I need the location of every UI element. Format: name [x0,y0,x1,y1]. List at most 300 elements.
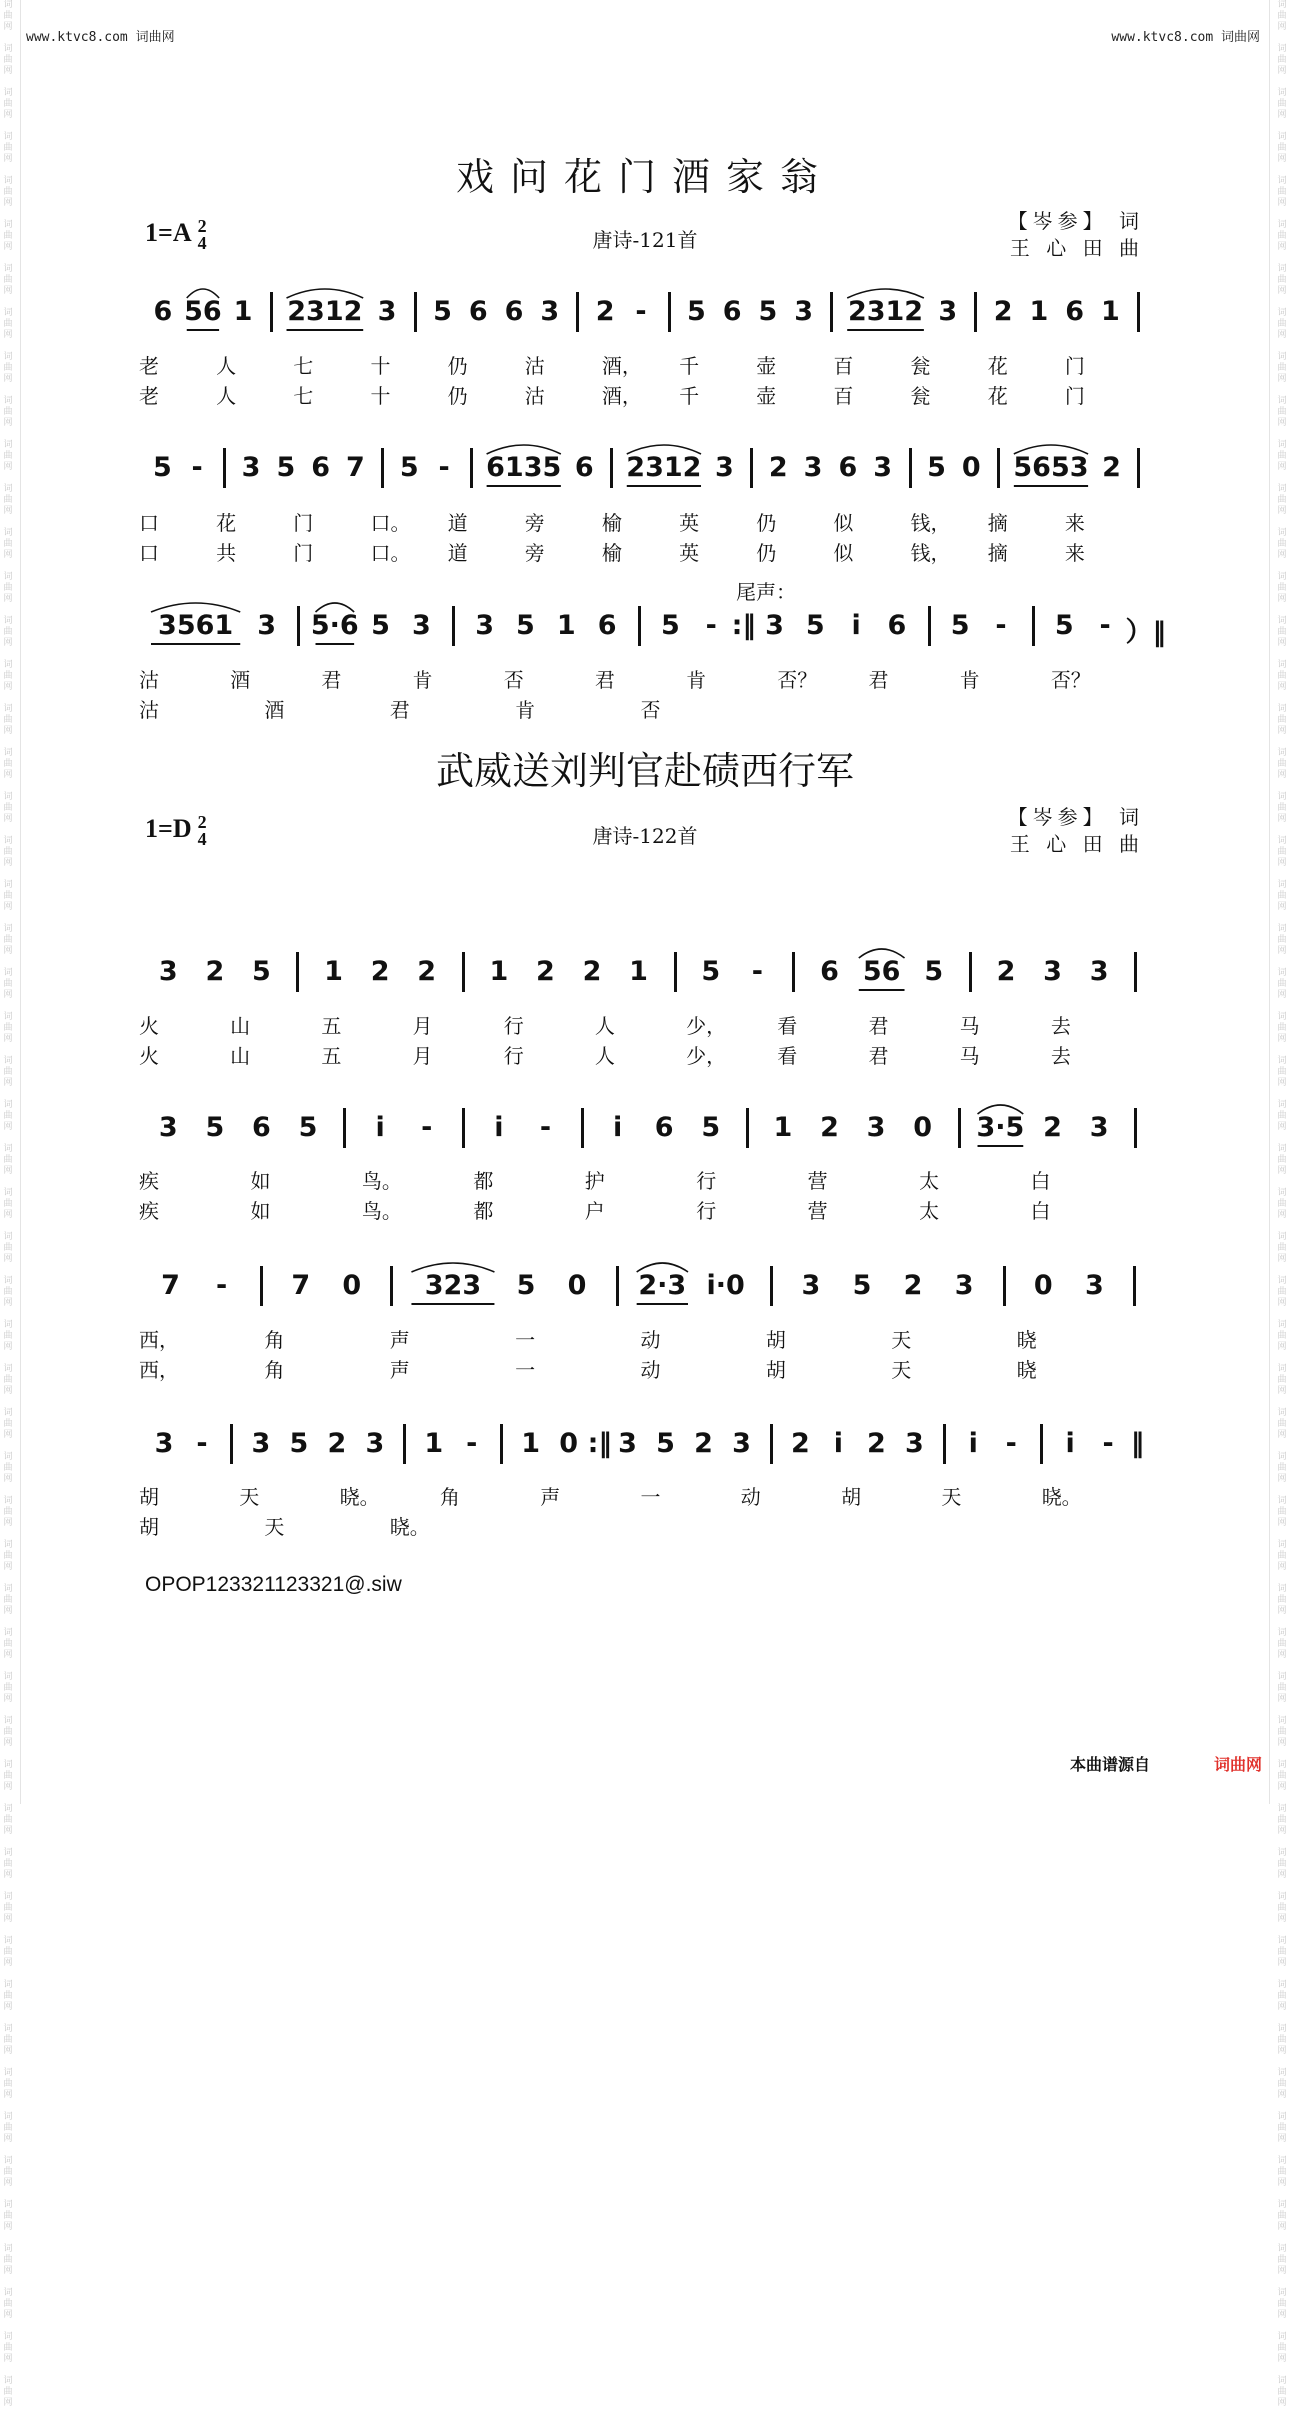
lyric-syllable: 一 [515,1358,536,1382]
lyric-syllable: 看 [777,1044,798,1068]
note: 5 [1054,610,1074,641]
barline [1137,448,1140,488]
lyric-syllable: 月 [412,1044,433,1068]
lyric-syllable: 看 [777,1014,798,1038]
note: - [196,1428,208,1459]
note: 2 [536,956,555,987]
lyric-syllable: 西， [139,1328,179,1352]
barline [638,606,641,646]
note: 5 [660,610,680,641]
lyric-syllable: 马 [959,1014,980,1038]
note: 3 [1089,1112,1109,1143]
note: 1 [629,956,648,987]
barline [230,1424,233,1464]
note: 5 [686,296,706,327]
lyric-syllable: 君 [868,1014,889,1038]
note: 2 [866,1428,886,1459]
note: 5 [289,1428,309,1459]
barline [830,292,833,332]
note: 6 [311,452,331,483]
lyric-syllable: 山 [230,1014,251,1038]
note: 3 [904,1428,924,1459]
lyric-syllable: 榆 [601,541,622,565]
lyric-syllable: 胡 [139,1485,159,1509]
lyric-syllable: 行 [503,1044,524,1068]
lyric-syllable: 胡 [841,1485,862,1509]
lyric-syllable: 动 [640,1358,661,1382]
note: - [421,1112,433,1143]
lyric-syllable: 晓 [1016,1328,1037,1352]
lyric-syllable: 壶 [756,354,777,378]
note: 0 [1033,1270,1053,1301]
lyric-syllable: 角 [439,1485,460,1509]
lyric-syllable: 沽 [139,698,159,722]
note: 2·3 [638,1270,687,1301]
barline [792,952,795,992]
right-watermark-strip: 词 曲 网 词 曲 网 词 曲 网 词 曲 网 词 曲 网 词 曲 网 词 曲 网 词 曲 网 词 曲 网 词 曲 网 词 曲 网 词 曲 网 词 曲 网 词 曲 网 词 曲 网 词 曲 网 词 曲 网 词 曲 网 词 曲 网 词 曲 网 词 曲 网 词 曲 网 词 曲 网 词 曲 网 词 曲 网 词 曲 网 词 曲 网 词 曲 网 词 曲 网 词 曲 网 词 曲 网 词 曲 网 词 曲 网 词 曲 网 词 曲 网 词 曲 网 词 曲 网 词 曲 网 词 曲 网 词 曲 网 词 曲 网 词 曲 网 词 曲 网 词 曲 网 词 曲 网 词 曲 网 词 曲 网 词 曲 网 词 曲 网 词 曲 网 词 曲 网 词 曲 网 词 曲 网 词 曲 网 词 曲 网 [1277,0,1287,2408]
note: 6135 [486,452,562,483]
lyric-syllable: 酒 [230,668,251,692]
lyric-syllable: 如 [250,1199,271,1223]
note: 5 [927,452,946,483]
note: 0 [567,1270,587,1301]
lyric-syllable: 口 [139,511,159,535]
lyric-syllable: 胡 [765,1328,786,1352]
lyric-syllable: 仍 [756,511,777,535]
lyric-syllable: 疾 [139,1169,159,1193]
lyric-syllable: 胡 [139,1515,159,1539]
note: 2312 [287,296,363,327]
barline [381,448,384,488]
note: 56 [184,296,222,327]
lyric-syllable: 去 [1050,1014,1071,1038]
barline [770,1424,773,1464]
song2-key: 1=D [145,814,192,843]
note: 6 [504,296,524,327]
note: 2 [768,452,788,483]
lyric-syllable: 花 [987,384,1008,408]
note: 0 [342,1270,362,1301]
lyric-syllable: 仍 [756,541,777,565]
note: i [494,1112,504,1143]
lyric-syllable: 马 [959,1044,980,1068]
footer-brand-logo[interactable]: 词曲网 [1213,1755,1262,1774]
lyric-syllable: 摘 [987,511,1008,535]
lyric-syllable: 口。 [370,511,411,535]
note: 6 [820,956,839,987]
note: 1 [324,956,343,987]
lyric-syllable: 来 [1064,511,1085,535]
note: 1 [1101,296,1120,327]
note: 3 [794,296,814,327]
repeat-barline: ）‖ [1125,617,1167,648]
lyric-syllable: 君 [389,698,410,722]
lyric-syllable: 声 [540,1485,561,1509]
note: 5 [852,1270,872,1301]
barline [616,1266,619,1306]
note: 5·6 [310,610,359,641]
note: 5653 [1013,452,1089,483]
note: 0 [961,452,981,483]
note: 3 [714,452,734,483]
note: 3 [158,1112,178,1143]
repeat-barline: :‖ [731,610,756,641]
lyric-syllable: 动 [640,1328,661,1352]
time-top: 2 [197,216,207,237]
repeat-barline: :‖ [587,1428,612,1459]
barline [297,606,300,646]
lyric-syllable: 门 [293,541,314,565]
barline [270,292,273,332]
lyric-syllable: 似 [833,541,854,565]
barline [414,292,417,332]
lyric-syllable: 英 [679,541,700,565]
lyric-syllable: 道 [447,511,468,535]
barline [943,1424,946,1464]
lyric-syllable: 护 [584,1169,605,1193]
barline [1133,1266,1136,1306]
barline [1040,1424,1043,1464]
song1-title: 戏问花门酒家翁 [455,155,834,199]
lyric-syllable: 钱， [910,541,951,565]
note: 3 [154,1428,174,1459]
song1-composer: 王 心 田 曲 [1009,236,1144,260]
note: - [466,1428,478,1459]
lyric-syllable: 疾 [139,1199,159,1223]
note: i [1065,1428,1075,1459]
note: 3 [873,452,893,483]
note: 3 [866,1112,886,1143]
note: 56 [862,956,901,987]
note: i [851,610,861,641]
lyric-syllable: 否 [503,668,524,692]
lyric-syllable: 少， [686,1044,727,1068]
lyric-syllable: 沽 [139,668,159,692]
song1-subtitle: 唐诗-121首 [592,228,698,252]
lyric-syllable: 行 [696,1199,717,1223]
barline [1032,606,1035,646]
right-margin-line [1269,0,1270,1804]
lyric-syllable: 英 [679,511,700,535]
barline [1003,1266,1006,1306]
lyric-syllable: 人 [216,384,237,408]
barline [462,1108,465,1148]
note: 5 [152,452,172,483]
barline [770,1266,773,1306]
note: 2 [993,296,1013,327]
note: - [635,296,647,327]
lyric-syllable: 花 [987,354,1008,378]
barline [343,1108,346,1148]
lyric-syllable: 肯 [412,668,433,692]
barline [746,1108,749,1148]
note: 2 [820,1112,839,1143]
note: 5 [205,1112,225,1143]
lyric-syllable: 天 [891,1328,912,1352]
repeat-barline: ‖ [1130,1428,1145,1459]
lyric-syllable: 旁 [524,511,545,535]
note: 3 [954,1270,974,1301]
note: 6 [574,452,594,483]
note: 5 [701,956,721,987]
note: 2 [1102,452,1121,483]
barline [974,292,977,332]
lyric-syllable: 君 [594,668,615,692]
lyric-syllable: 太 [919,1199,940,1223]
note: 2 [903,1270,923,1301]
note: 2 [417,956,437,987]
note: 3 [732,1428,751,1459]
lyric-syllable: 瓮 [910,384,931,408]
song2-lyricist: 【岑参】 词 [1007,805,1144,829]
lyric-syllable: 户 [584,1199,605,1223]
lyric-syllable: 否？ [1050,668,1091,692]
lyric-syllable: 动 [740,1485,761,1509]
note: 5 [516,610,535,641]
note: 5 [371,610,390,641]
note: 3561 [158,610,234,641]
note: i [375,1112,385,1143]
lyric-syllable: 十 [370,354,391,378]
left-margin-line [20,0,21,1804]
note: 3 [801,1270,821,1301]
lyric-syllable: 旁 [524,541,545,565]
lyric-syllable: 老 [139,384,159,408]
lyric-syllable: 酒 [264,698,285,722]
lyric-syllable: 一 [515,1328,536,1352]
note: 7 [346,452,365,483]
lyric-syllable: 行 [696,1169,717,1193]
note: 6 [838,452,858,483]
note: 5 [805,610,825,641]
lyric-syllable: 老 [139,354,159,378]
note: 5 [758,296,778,327]
barline [576,292,579,332]
note: 5 [276,452,296,483]
barline [1137,292,1140,332]
lyric-syllable: 都 [473,1199,494,1223]
note: 3 [1089,956,1109,987]
note: 6 [722,296,742,327]
note: - [539,1112,552,1143]
lyric-syllable: 晓。 [389,1515,430,1539]
lyric-syllable: 都 [473,1169,494,1193]
lyric-syllable: 火 [139,1044,159,1068]
note: 7 [161,1270,180,1301]
song1-lyricist: 【岑参】 词 [1007,209,1144,233]
note: 2 [205,956,225,987]
note: - [1102,1428,1114,1459]
lyric-syllable: 天 [264,1515,285,1539]
song2-subtitle: 唐诗-122首 [592,824,698,848]
lyric-syllable: 声 [389,1328,410,1352]
lyric-syllable: 声 [389,1358,410,1382]
barline [909,448,912,488]
note: 3 [251,1428,271,1459]
barline [581,1108,584,1148]
note: 6 [654,1112,674,1143]
note: 5 [701,1112,721,1143]
note: 2 [582,956,602,987]
lyric-syllable: 千 [679,384,700,408]
note: 3 [765,610,784,641]
lyric-syllable: 钱， [910,511,951,535]
barline [668,292,671,332]
note: 3 [158,956,178,987]
lyric-syllable: 酒， [601,384,642,408]
note: 3 [803,452,823,483]
lyric-syllable: 天 [891,1358,912,1382]
lyric-syllable: 火 [139,1014,159,1038]
note: 3 [377,296,397,327]
barline [1134,952,1137,992]
note: 5 [433,296,452,327]
lyric-syllable: 角 [264,1328,285,1352]
lyric-syllable: 白 [1030,1199,1051,1223]
lyric-syllable: 壶 [756,384,777,408]
lyric-syllable: 一 [640,1485,661,1509]
lyric-syllable: 肯 [515,698,536,722]
lyric-syllable: 少， [686,1014,727,1038]
note: 3 [475,610,495,641]
note: 2312 [626,452,702,483]
lyric-syllable: 否 [640,698,661,722]
lyric-syllable: 似 [833,511,854,535]
note: 5 [950,610,970,641]
barline [1134,1108,1137,1148]
barline [452,606,455,646]
source-note: 本曲谱源自 [1069,1755,1150,1774]
lyric-syllable: 千 [679,354,700,378]
note: 3 [1043,956,1062,987]
note: 2 [694,1428,713,1459]
site-url-left[interactable]: www.ktvc8.com 词曲网 [26,30,175,45]
note: 1 [521,1428,541,1459]
lyric-syllable: 榆 [601,511,622,535]
note: 3 [618,1428,637,1459]
lyric-syllable: 花 [216,511,237,535]
lyric-syllable: 君 [868,668,889,692]
note: 2 [996,956,1016,987]
note: 3·5 [976,1112,1025,1143]
note: 1 [424,1428,444,1459]
lyric-syllable: 人 [216,354,237,378]
note: 1 [489,956,509,987]
note: 3 [241,452,261,483]
lyric-syllable: 酒， [601,354,642,378]
time-bottom: 4 [197,233,207,254]
lyric-syllable: 门 [1064,354,1085,378]
lyric-syllable: 否？ [777,668,818,692]
note: 3 [938,296,958,327]
lyric-syllable: 天 [239,1485,260,1509]
barline [470,448,473,488]
note: - [1099,610,1111,641]
note: 1 [233,296,253,327]
lyric-syllable: 君 [321,668,342,692]
lyric-syllable: 晓。 [1041,1485,1082,1509]
lyric-syllable: 口。 [370,541,411,565]
lyric-syllable: 鸟。 [361,1199,402,1223]
lyric-syllable: 晓 [1016,1358,1037,1382]
note: 6 [887,610,907,641]
barline [462,952,465,992]
song2-credits [1008,804,1144,858]
lyric-syllable: 晓。 [339,1485,380,1509]
note: 0 [559,1428,578,1459]
note: 0 [913,1112,933,1143]
lyric-syllable: 天 [941,1485,962,1509]
barline [296,952,299,992]
lyric-syllable: 仍 [447,354,468,378]
lyric-syllable: 行 [503,1014,524,1038]
lyric-syllable: 沽 [524,384,545,408]
lyric-syllable: 人 [594,1014,615,1038]
note: 3 [540,296,560,327]
barline [958,1108,961,1148]
lyric-syllable: 太 [919,1169,940,1193]
note: - [215,1270,228,1301]
note: 2 [1043,1112,1062,1143]
note: 323 [424,1270,482,1301]
note: - [1005,1428,1017,1459]
lyric-syllable: 百 [833,354,854,378]
note: i [968,1428,978,1459]
barline [750,448,753,488]
lyric-syllable: 五 [321,1044,342,1068]
note: 1 [1029,296,1049,327]
barline [403,1424,406,1464]
note: 6 [252,1112,271,1143]
lyric-syllable: 鸟。 [361,1169,402,1193]
note: 3 [1084,1270,1104,1301]
note: 2 [370,956,390,987]
note: - [438,452,450,483]
note: 1 [773,1112,793,1143]
lyric-syllable: 山 [230,1044,251,1068]
site-url-right[interactable]: www.ktvc8.com 词曲网 [1111,30,1260,45]
barline [928,606,931,646]
barline [969,952,972,992]
note: 2312 [847,296,924,327]
note: 5 [399,452,419,483]
note: 6 [597,610,617,641]
note: 5 [656,1428,675,1459]
lyric-syllable: 如 [250,1169,271,1193]
barline [997,448,1000,488]
note: 5 [924,956,944,987]
lyric-syllable: 仍 [447,384,468,408]
lyric-syllable: 营 [807,1199,828,1223]
lyric-syllable: 共 [216,541,237,565]
time-bottom: 4 [197,829,207,850]
lyric-syllable: 五 [321,1014,342,1038]
lyric-syllable: 道 [447,541,468,565]
song1-credits [1008,208,1144,262]
lyric-syllable: 去 [1050,1044,1071,1068]
note: - [705,610,717,641]
lyric-syllable: 营 [807,1169,828,1193]
lyric-syllable: 十 [370,384,391,408]
lyric-syllable: 肯 [959,668,980,692]
lyric-syllable: 瓮 [910,354,931,378]
lyric-syllable: 七 [293,354,314,378]
lyric-syllable: 君 [868,1044,889,1068]
lyric-syllable: 百 [833,384,854,408]
lyric-syllable: 西， [139,1358,179,1382]
note: 5 [252,956,271,987]
note: 2 [327,1428,347,1459]
